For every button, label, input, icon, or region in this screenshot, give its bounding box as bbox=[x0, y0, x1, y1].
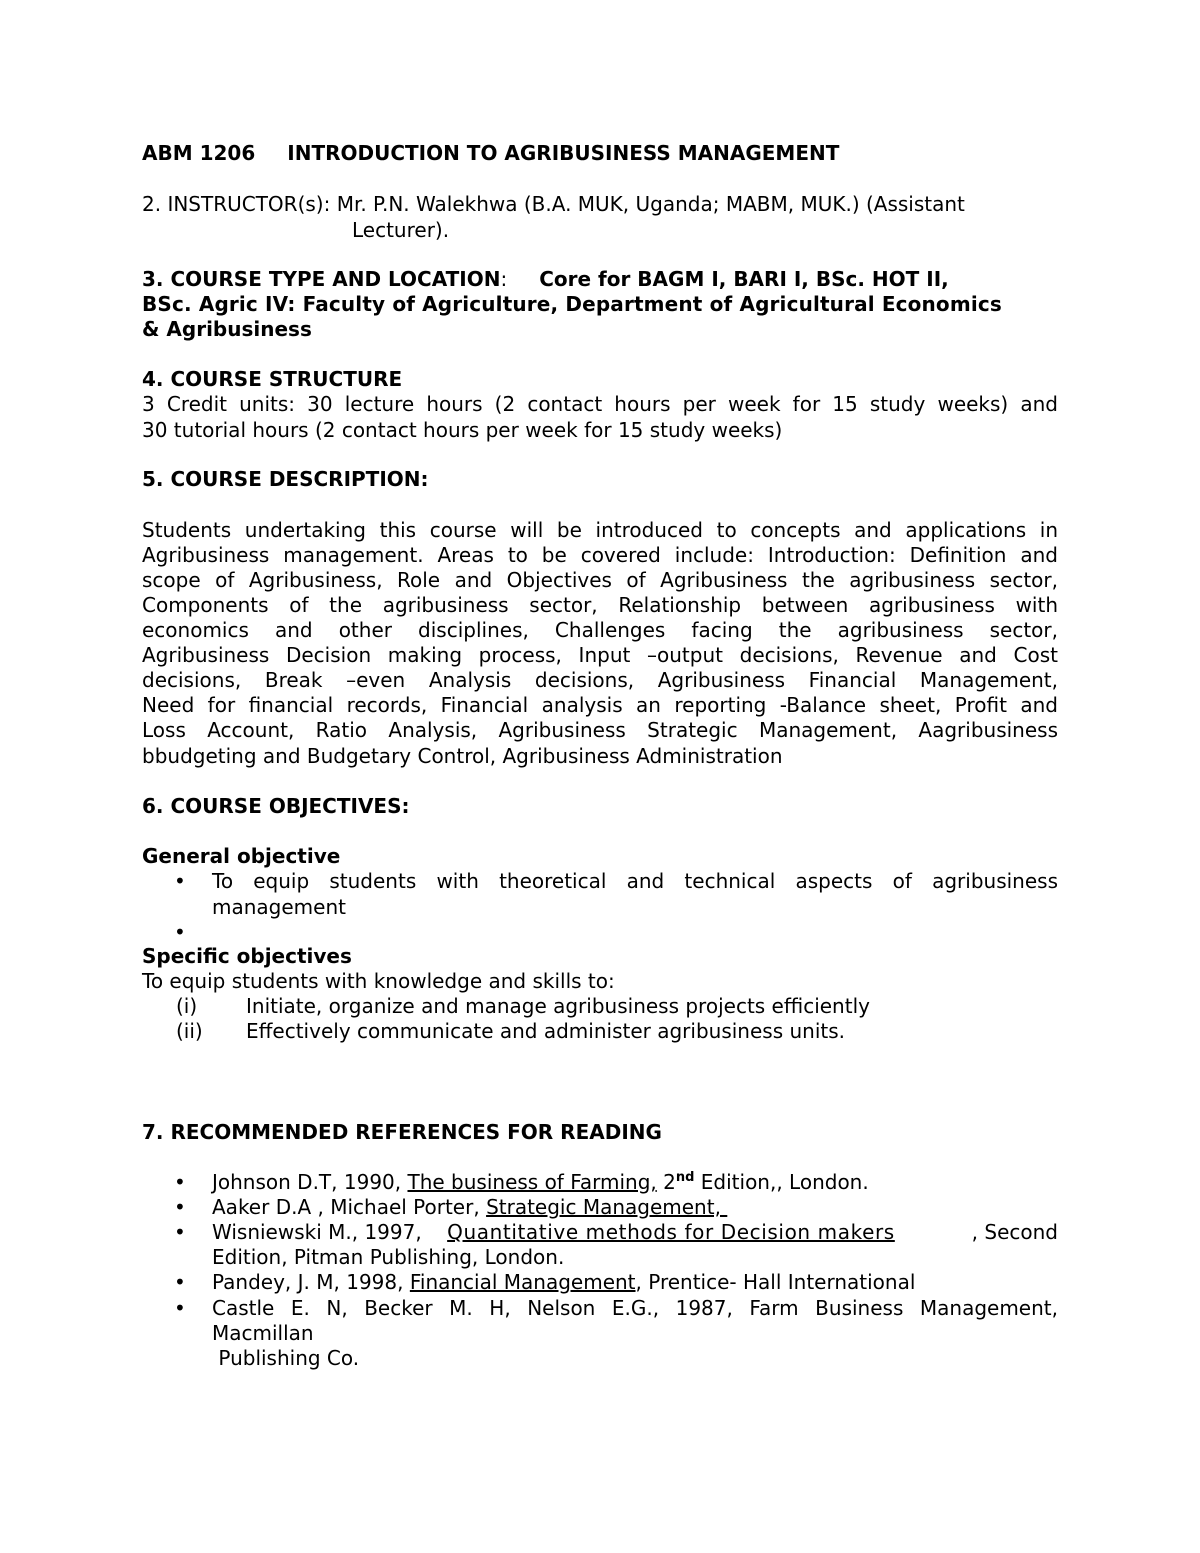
bullet-icon: • bbox=[174, 1270, 186, 1294]
reference-title: Financial Management bbox=[409, 1270, 636, 1294]
reference-item-line-3: Publishing Co. bbox=[212, 1346, 360, 1370]
reference-item bbox=[212, 1270, 915, 1295]
reference-publisher: , Prentice- Hall International bbox=[635, 1270, 916, 1294]
structure-line-2: 30 tutorial hours (2 contact hours per week for 15 study weeks) bbox=[142, 418, 783, 442]
course-type-line-3: & Agribusiness bbox=[142, 317, 312, 341]
general-objective-line-2: management bbox=[212, 895, 346, 919]
reference-item: Castle E. N, Becker M. H, Nelson E.G., 1987, Farm Business Management, bbox=[212, 1296, 1058, 1320]
course-code: ABM 1206 bbox=[142, 141, 256, 165]
specific-item-text: Initiate, organize and manage agribusiness projects efficiently bbox=[246, 994, 870, 1018]
description-line: Students undertaking this course will be introduced to concepts and applications in bbox=[142, 518, 1058, 542]
bullet-icon: • bbox=[174, 1296, 186, 1320]
instructor-line: 2. INSTRUCTOR(s): Mr. P.N. Walekhwa (B.A. MUK, Uganda; MABM, MUK.) (Assistant bbox=[142, 192, 965, 216]
description-line: Need for financial records, Financial analysis an reporting -Balance sheet, Profit and bbox=[142, 693, 1058, 717]
reference-edition: , Second bbox=[971, 1220, 1058, 1244]
reference-title: The business of Farming, bbox=[407, 1170, 657, 1194]
instructor-line-2: Lecturer). bbox=[352, 218, 450, 242]
course-type-label: 3. COURSE TYPE AND LOCATION bbox=[142, 267, 501, 291]
bullet-icon: • bbox=[174, 920, 186, 944]
description-line: Agribusiness management. Areas to be covered include: Introduction: Definition and bbox=[142, 543, 1058, 567]
description-line: decisions, Break –even Analysis decisions, Agribusiness Financial Management, bbox=[142, 668, 1058, 692]
general-objective-heading: General objective bbox=[142, 844, 341, 868]
specific-objectives-intro: To equip students with knowledge and skills to: bbox=[142, 969, 615, 993]
reference-title: Strategic Management, bbox=[486, 1195, 728, 1219]
bullet-icon: • bbox=[174, 1195, 186, 1219]
course-type-line bbox=[142, 267, 949, 292]
bullet-icon: • bbox=[174, 869, 186, 893]
structure-line-1: 3 Credit units: 30 lecture hours (2 contact hours per week for 15 study weeks) and bbox=[142, 392, 1058, 416]
description-line: Components of the agribusiness sector, Relationship between agribusiness with bbox=[142, 593, 1058, 617]
references-heading: 7. RECOMMENDED REFERENCES FOR READING bbox=[142, 1120, 662, 1144]
reference-item bbox=[212, 1170, 869, 1195]
reference-item-line-2: Edition, Pitman Publishing, London. bbox=[212, 1245, 565, 1269]
course-header bbox=[142, 141, 839, 166]
course-type-line-2: BSc. Agric IV: Faculty of Agriculture, Department of Agricultural Economics bbox=[142, 292, 1002, 316]
description-line: Loss Account, Ratio Analysis, Agribusiness Strategic Management, Aagribusiness bbox=[142, 718, 1058, 742]
course-title: INTRODUCTION TO AGRIBUSINESS MANAGEMENT bbox=[287, 141, 840, 165]
description-line: Agribusiness Decision making process, Input –output decisions, Revenue and Cost bbox=[142, 643, 1058, 667]
reference-author: Johnson D.T, 1990, bbox=[212, 1170, 408, 1194]
course-type-value: Core for BAGM I, BARI I, BSc. HOT II, bbox=[539, 267, 949, 291]
reference-edition: 2 bbox=[656, 1170, 676, 1194]
reference-edition-suffix: nd bbox=[675, 1170, 695, 1185]
description-line: economics and other disciplines, Challenges facing the agribusiness sector, bbox=[142, 618, 1058, 642]
structure-heading: 4. COURSE STRUCTURE bbox=[142, 367, 403, 391]
general-objective-line-1: To equip students with theoretical and technical aspects of agribusiness bbox=[212, 869, 1058, 893]
description-heading: 5. COURSE DESCRIPTION: bbox=[142, 467, 429, 491]
reference-author: Aaker D.A , Michael Porter, bbox=[212, 1195, 487, 1219]
specific-item-number: (i) bbox=[176, 994, 198, 1018]
reference-publisher: Edition,, London. bbox=[694, 1170, 869, 1194]
reference-title: Quantitative methods for Decision makers bbox=[447, 1220, 895, 1244]
bullet-icon: • bbox=[174, 1220, 186, 1244]
description-line: bbudgeting and Budgetary Control, Agribusiness Administration bbox=[142, 744, 783, 768]
specific-item-text: Effectively communicate and administer agribusiness units. bbox=[246, 1019, 846, 1043]
specific-objectives-heading: Specific objectives bbox=[142, 944, 352, 968]
bullet-icon: • bbox=[174, 1170, 186, 1194]
objectives-heading: 6. COURSE OBJECTIVES: bbox=[142, 794, 410, 818]
course-type-colon: : bbox=[500, 267, 508, 291]
reference-author: Wisniewski M., 1997, bbox=[212, 1220, 448, 1244]
reference-item-line-2: Macmillan bbox=[212, 1321, 314, 1345]
reference-item bbox=[212, 1195, 727, 1220]
reference-item bbox=[212, 1220, 1058, 1245]
specific-item-number: (ii) bbox=[176, 1019, 203, 1043]
reference-author: Pandey, J. M, 1998, bbox=[212, 1270, 410, 1294]
description-line: scope of Agribusiness, Role and Objectives of Agribusiness the agribusiness sector, bbox=[142, 568, 1058, 592]
